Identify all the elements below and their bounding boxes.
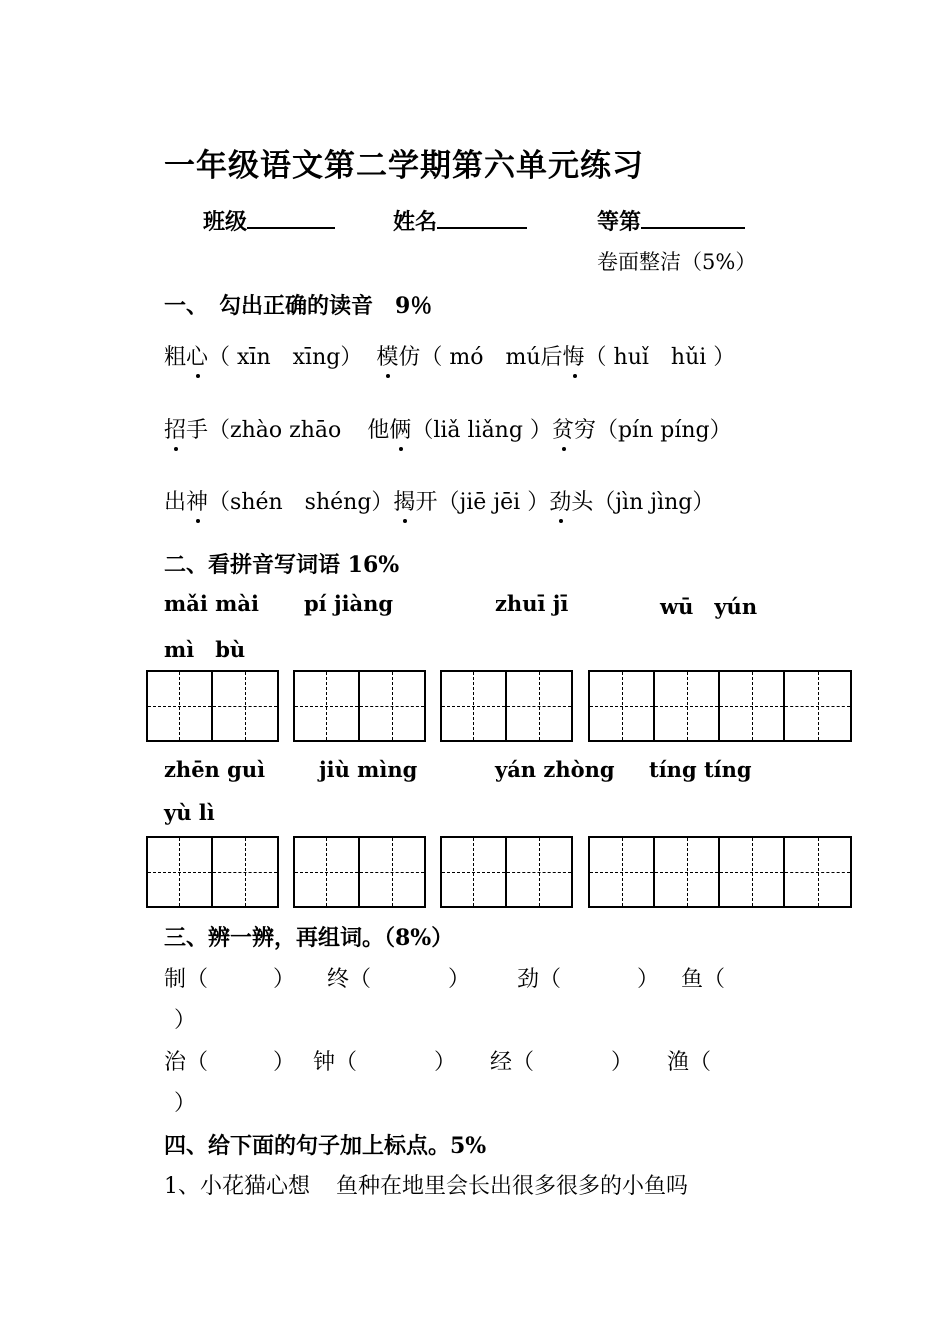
pinyin-options[interactable]: （ huǐ hǔi ） xyxy=(584,345,736,370)
dotted-char: 贫 xyxy=(552,413,574,444)
emphasis-dot xyxy=(562,447,566,451)
pinyin-prompt: tíng tíng xyxy=(649,757,752,782)
emphasis-dot xyxy=(174,447,178,451)
class-blank[interactable] xyxy=(247,205,335,229)
pinyin-options[interactable]: （jìn jìng） xyxy=(593,490,715,515)
paren-close: ） xyxy=(174,1008,197,1033)
paren-close: ） xyxy=(611,1050,634,1075)
pinyin-prompt: pí jiàng xyxy=(304,591,394,616)
pinyin-options[interactable]: （pín píng） xyxy=(595,418,732,443)
sentence-1 xyxy=(164,1169,688,1200)
writing-grid-2[interactable] xyxy=(440,836,573,908)
word-prompt: 制（ xyxy=(164,967,209,992)
section1-heading: 一、 勾出正确的读音 9％ xyxy=(164,293,433,319)
reading-row-3 xyxy=(164,485,714,516)
class-label: 班级 xyxy=(203,209,248,235)
char: 仿 xyxy=(398,345,421,370)
emphasis-dot xyxy=(196,374,200,378)
char: 穷 xyxy=(573,418,596,443)
dotted-char: 劲 xyxy=(549,485,571,516)
dotted-char: 揭 xyxy=(393,485,415,516)
paren-close: ） xyxy=(434,1050,457,1075)
pinyin-prompt: yán zhòng xyxy=(495,757,615,782)
word-prompt: 鱼（ xyxy=(681,967,726,992)
writing-grid-2[interactable] xyxy=(293,836,426,908)
section4-heading: 四、给下面的句子加上标点。5% xyxy=(164,1133,487,1159)
paren-close: ） xyxy=(174,1091,197,1116)
name-field[interactable] xyxy=(393,205,527,236)
grade-field[interactable] xyxy=(597,205,745,236)
word-prompt: 治（ xyxy=(164,1050,209,1075)
dotted-char: 招 xyxy=(164,413,186,444)
char: 出 xyxy=(164,490,187,515)
word-prompt: 钟（ xyxy=(313,1050,358,1075)
pinyin-options[interactable]: （ xīn xīng） xyxy=(208,345,363,370)
reading-row-2 xyxy=(164,413,732,444)
pinyin-options[interactable]: （shén shéng） xyxy=(208,490,394,515)
page-title: 一年级语文第二学期第六单元练习 xyxy=(164,148,644,184)
paren-close: ） xyxy=(448,967,471,992)
pinyin-prompt: wū yún xyxy=(660,594,758,619)
writing-grid-4[interactable] xyxy=(588,670,852,742)
emphasis-dot xyxy=(386,374,390,378)
char: 后 xyxy=(540,345,563,370)
writing-grid-2[interactable] xyxy=(146,836,279,908)
name-label: 姓名 xyxy=(393,209,438,235)
char: 头 xyxy=(571,490,594,515)
word-prompt: 劲（ xyxy=(517,967,562,992)
section2-heading: 二、看拼音写词语 16% xyxy=(164,552,400,578)
section3-heading: 三、辨一辨，再组词。（8%） xyxy=(164,925,454,951)
pinyin-prompt: zhuī jī xyxy=(495,591,569,616)
pinyin-options[interactable]: （liǎ liǎng ） xyxy=(411,418,552,443)
word-prompt: 经（ xyxy=(490,1050,535,1075)
char: 粗 xyxy=(164,345,187,370)
pinyin-prompt: yù lì xyxy=(164,800,215,825)
paren-close: ） xyxy=(273,1050,296,1075)
reading-row-1 xyxy=(164,340,735,371)
pinyin-prompt: zhēn guì xyxy=(164,757,266,782)
pinyin-options[interactable]: （jiē jēi ） xyxy=(437,490,550,515)
word-prompt: 终（ xyxy=(327,967,372,992)
dotted-char: 心 xyxy=(186,340,208,371)
dotted-char: 悔 xyxy=(563,340,585,371)
pinyin-options[interactable]: （ mó mú xyxy=(420,345,541,370)
writing-grid-2[interactable] xyxy=(293,670,426,742)
writing-grid-4[interactable] xyxy=(588,836,852,908)
paren-close: ） xyxy=(273,967,296,992)
name-blank[interactable] xyxy=(437,205,527,229)
emphasis-dot xyxy=(399,447,403,451)
sentence-part: 1、小花猫心想 xyxy=(164,1174,310,1199)
pinyin-prompt: mǎi mài xyxy=(164,591,259,616)
pinyin-prompt: mì bù xyxy=(164,637,246,662)
sentence-part: 鱼种在地里会长出很多很多的小鱼吗 xyxy=(336,1174,689,1199)
emphasis-dot xyxy=(196,519,200,523)
char: 开 xyxy=(415,490,438,515)
grade-blank[interactable] xyxy=(641,205,745,229)
writing-grid-2[interactable] xyxy=(146,670,279,742)
writing-grid-2[interactable] xyxy=(440,670,573,742)
emphasis-dot xyxy=(573,374,577,378)
dotted-char: 模 xyxy=(376,340,398,371)
neatness-note: 卷面整洁（5%） xyxy=(597,250,757,274)
dotted-char: 俩 xyxy=(389,413,411,444)
char: 手 xyxy=(186,418,209,443)
word-prompt: 渔（ xyxy=(667,1050,712,1075)
emphasis-dot xyxy=(559,519,563,523)
grade-label: 等第 xyxy=(597,209,642,235)
emphasis-dot xyxy=(403,519,407,523)
paren-close: ） xyxy=(637,967,660,992)
pinyin-options[interactable]: （zhào zhāo xyxy=(208,418,342,443)
char: 他 xyxy=(367,418,390,443)
pinyin-prompt: jiù mìng xyxy=(319,757,418,782)
class-field[interactable] xyxy=(203,205,335,236)
dotted-char: 神 xyxy=(186,485,208,516)
